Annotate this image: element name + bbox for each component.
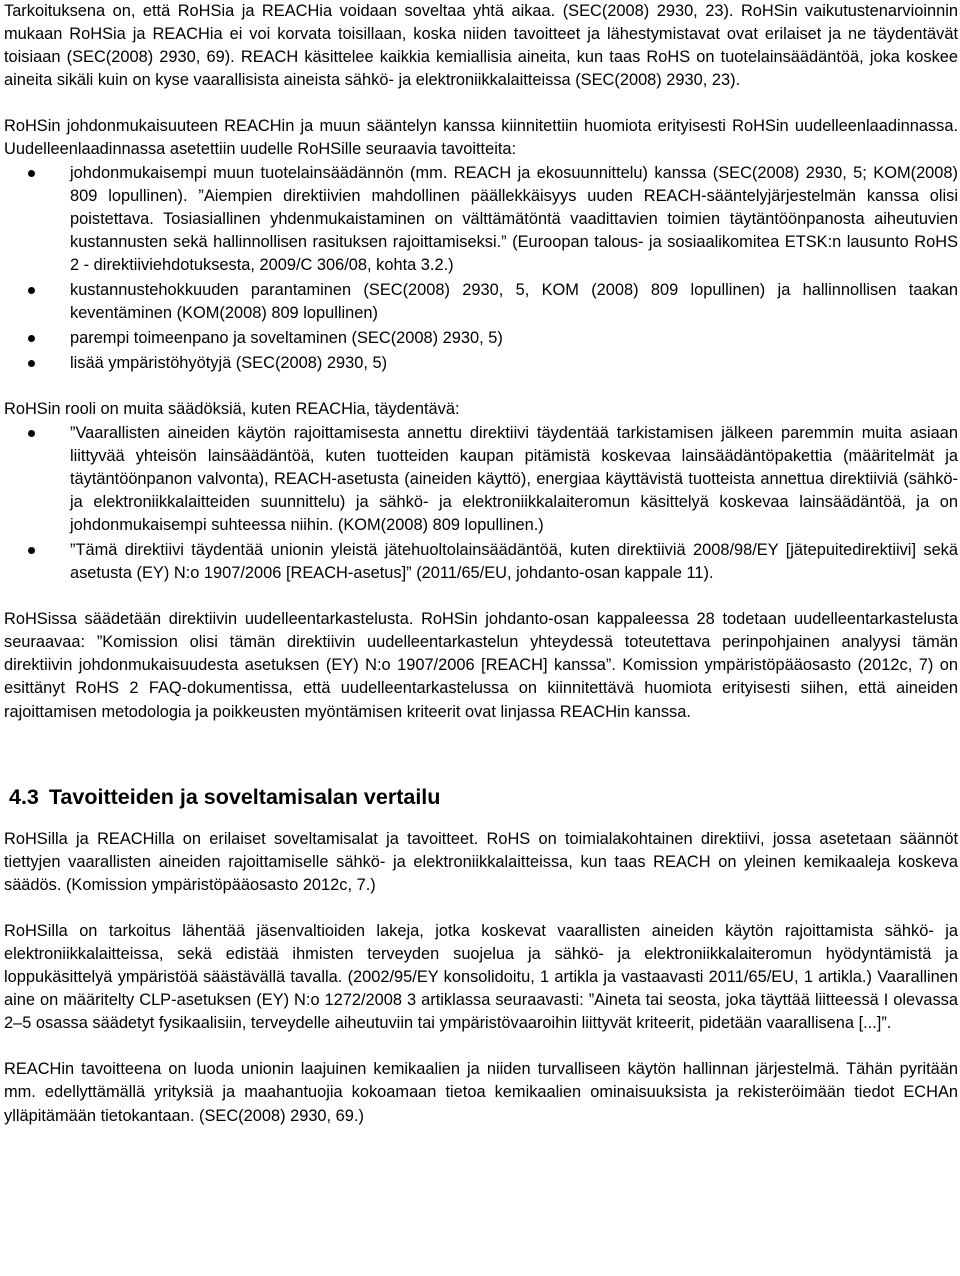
- paragraph-gap: [4, 375, 958, 398]
- paragraph-recast-objectives-intro: RoHSin johdonmukaisuuteen REACHin ja muun sääntelyn kanssa kiinnitettiin huomiota erityisesti RoHSin uudelleenlaadinnassa. Uudelleenlaadinnassa asetettiin uudelle RoHSille seuraavia tavoitteita:: [4, 117, 958, 159]
- bullet-icon: [28, 360, 35, 367]
- paragraph-rohs-purpose: RoHSilla on tarkoitus lähentää jäsenvaltioiden lakeja, jotka koskevat vaarallisten aineiden käytön rajoittamista sähkö- ja elektroniikkalaitteissa, sekä edistää ihmisten terveyden suojelua ja sähkö- ja elektroniikkalaiteromun hyödyntämistä ja loppukäsittelyä ympäristöä säästävällä tavalla. (2002/95/EY konsolidoitu, 1 artikla ja vastaavasti 2011/65/EU, 1 artikla.) Vaarallinen aine on määritelty CLP-asetuksen (EY) N:o 1272/2008 3 artiklassa seuraavasti: ”Aineta tai seosta, joka täyttää liitteessä I olevassa 2–5 osassa säädetyt fysikaalisiin, terveydelle aiheutuviin tai ympäristövaaroihin liittyvät kriteerit, pidetään vaarallisena [...]”.: [4, 921, 958, 1033]
- document-page: [4, 0, 958, 1128]
- recast-objectives-list: [4, 162, 958, 376]
- bullet-icon: [28, 547, 35, 554]
- paragraph-gap: [4, 585, 958, 608]
- list-item-text: parempi toimeenpano ja soveltaminen (SEC(2008) 2930, 5): [70, 329, 503, 348]
- list-item-text: ”Vaarallisten aineiden käytön rajoittamisesta annettu direktiivi täydentää tarkistamisen jälkeen paremmin muita asiaan liittyvää yhteisön lainsäädäntöä, kuten tuotteiden kaupan pitämistä koskevaa lainsäädäntöpakettia (määritelmät ja täytäntöönpanon valvonta), REACH-asetusta (aineiden käyttö), energiaa käyttävistä tuotteista annettua direktiiviä (sähkö- ja elektroniikkalaitteiden suunnittelu) ja sähkö- ja elektroniikkalaiteromun käsittelyä koskevaa lainsäädäntöä, ja on johdonmukaisempi suhteessa niihin. (KOM(2008) 809 lopullinen.): [70, 423, 958, 534]
- list-item: [4, 539, 958, 585]
- section-gap: [4, 811, 958, 828]
- rohs-role-list: [4, 422, 958, 586]
- paragraph-scope-comparison: RoHSilla ja REACHilla on erilaiset soveltamisalat ja tavoitteet. RoHS on toimialakohtainen direktiivi, jossa asetetaan säännöt tiettyjen vaarallisten aineiden rajoittamiselle sähkö- ja elektroniikkalaitteissa, kun taas REACH on yleinen kemikaaleja koskeva säädös. (Komission ympäristöpääosasto 2012c, 7.): [4, 829, 958, 894]
- list-item: [4, 162, 958, 277]
- section-heading: [4, 783, 958, 811]
- bullet-icon: [28, 430, 35, 437]
- paragraph-gap: [4, 1035, 958, 1058]
- section-title: Tavoitteiden ja soveltamisalan vertailu: [48, 784, 441, 809]
- section-number: 4.3: [9, 784, 39, 809]
- paragraph-reach-purpose: REACHin tavoitteena on luoda unionin laajuinen kemikaalien ja niiden turvalliseen käytön hallinnan järjestelmä. Tähän pyritään mm. edellyttämällä yrityksiä ja maahantuojia kokoamaan tietoa kemikaalien ominaisuuksista ja rekisteröimään tiedot ECHAn ylläpitämään tietokantaan. (SEC(2008) 2930, 69.): [4, 1060, 958, 1125]
- list-item-text: kustannustehokkuuden parantaminen (SEC(2008) 2930, 5, KOM (2008) 809 lopullinen) ja hallinnollisen taakan keventäminen (KOM(2008) 809 lopullinen): [70, 281, 958, 323]
- paragraph-review-clause: RoHSissa säädetään direktiivin uudelleentarkastelusta. RoHSin johdanto-osan kappaleessa 28 todetaan uudelleentarkastelusta seuraavaa: ”Komission olisi tämän direktiivin uudelleentarkastelun yhteydessä toteutettava perinpohjainen analyysi tämän direktiivin johdonmukaisuudesta asetuksen (EY) N:o 1907/2006 [REACH] kanssa”. Komission ympäristöpääosasto (2012c, 7) on esittänyt RoHS 2 FAQ-dokumentissa, että uudelleentarkastelussa on kiinnitettävä huomiota erityisesti siihen, että aineiden rajoittamisen metodologia ja poikkeusten myöntämisen kriteerit ovat linjassa REACHin kanssa.: [4, 610, 958, 721]
- bullet-icon: [28, 170, 35, 177]
- list-item: [4, 279, 958, 325]
- list-item: [4, 352, 958, 375]
- paragraph-gap: [4, 92, 958, 115]
- list-item-text: lisää ympäristöhyötyjä (SEC(2008) 2930, 5): [70, 354, 388, 373]
- section-gap: [4, 724, 958, 783]
- paragraph-reach-rohs-simultaneous: Tarkoituksena on, että RoHSia ja REACHia voidaan soveltaa yhtä aikaa. (SEC(2008) 2930, 23). RoHSin vaikutustenarvioinnin mukaan RoHSia ja REACHia ei voi korvata toisillaan, koska niiden tavoitteet ja lähestymistavat ovat erilaiset ja ne täydentävät toisiaan (SEC(2008) 2930, 69). REACH käsittelee kaikkia kemiallisia aineita, kun taas RoHS on tuotelainsäädäntöä, joka koskee aineita sikäli kuin on kyse vaarallisista aineista sähkö- ja elektroniikkalaitteissa (SEC(2008) 2930, 23).: [4, 2, 958, 90]
- bullet-icon: [28, 287, 35, 294]
- list-item: [4, 327, 958, 350]
- paragraph-rohs-role-intro: RoHSin rooli on muita säädöksiä, kuten REACHia, täydentävä:: [4, 400, 460, 419]
- paragraph-gap: [4, 897, 958, 920]
- bullet-icon: [28, 335, 35, 342]
- list-item-text: johdonmukaisempi muun tuotelainsäädännön (mm. REACH ja ekosuunnittelu) kanssa (SEC(2008) 2930, 5; KOM(2008) 809 lopullinen). ”Aiempien direktiivien mahdollinen päällekkäisyys uuden REACH-sääntelyjärjestelmän kanssa olisi poistettava. Tosiasiallinen yhdenmukaistaminen on välttämätöntä vaadittavien toimien täytäntöönpanosta aiheutuvien kustannusten sekä hallinnollisen rasituksen rajoittamiseksi.” (Euroopan talous- ja sosiaalikomitea ETSK:n lausunto RoHS 2 - direktiiviehdotuksesta, 2009/C 306/08, kohta 3.2.): [70, 163, 958, 274]
- list-item-text: ”Tämä direktiivi täydentää unionin yleistä jätehuoltolainsäädäntöä, kuten direktiiviä 2008/98/EY [jätepuitedirektiivi] sekä asetusta (EY) N:o 1907/2006 [REACH-asetus]” (2011/65/EU, johdanto-osan kappale 11).: [70, 540, 958, 583]
- list-item: [4, 422, 958, 537]
